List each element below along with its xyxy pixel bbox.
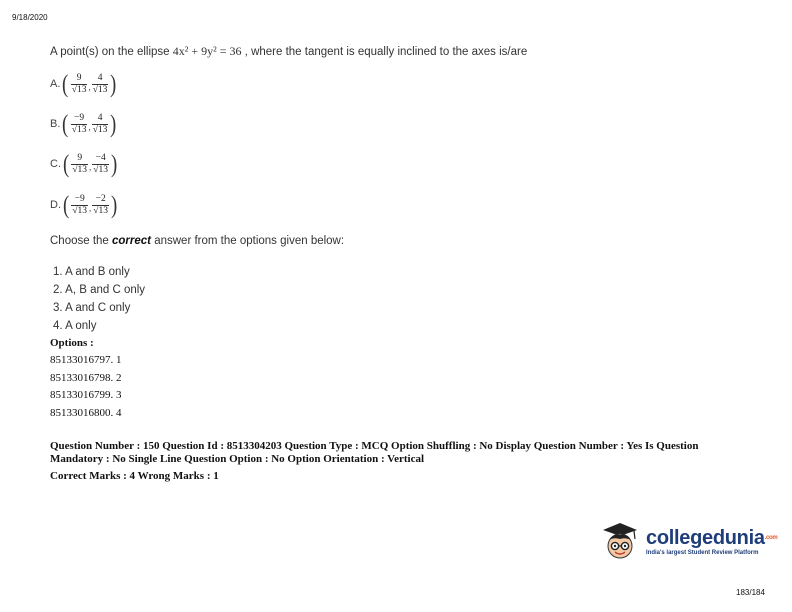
metadata-line: Question Number : 150 Question Id : 8513304203 Question Type : MCQ Option Shuffling : No Display Question Number : Yes Is Question Mandatory : No Single Line Question Option : No Option Orientation : Vertical	[50, 440, 699, 465]
right-paren: )	[110, 110, 117, 138]
answer-item: 1. A and B only	[53, 266, 130, 278]
denominator: √13	[92, 124, 108, 135]
right-paren: )	[111, 191, 118, 219]
instruction-after: answer from the options given below:	[151, 235, 345, 247]
question-suffix: , where the tangent is equally inclined to the axes is/are	[241, 46, 528, 58]
logo-brand	[646, 527, 777, 549]
option-letter: D.	[50, 199, 61, 211]
y-fraction	[92, 113, 109, 136]
numerator: −9	[74, 112, 85, 123]
y-fraction	[92, 194, 109, 217]
option-id-item: 85133016798. 2	[50, 371, 122, 384]
option-a	[50, 70, 118, 98]
answer-item: 4. A only	[53, 320, 97, 332]
options-heading: Options :	[50, 337, 94, 349]
question-equation: 4x² + 9y² = 36	[172, 44, 242, 58]
y-fraction	[92, 73, 109, 96]
numerator: −9	[74, 193, 85, 204]
option-c	[50, 150, 118, 178]
denominator: √13	[72, 205, 88, 216]
instruction-before: Choose the	[50, 235, 113, 247]
denominator: √13	[72, 164, 88, 175]
mascot-icon	[600, 520, 640, 564]
denominator: √13	[93, 164, 109, 175]
numerator: −2	[95, 193, 106, 204]
x-fraction	[71, 72, 91, 96]
logo-dotcom: .com	[764, 535, 778, 541]
logo-brand-name: collegedunia	[646, 527, 765, 549]
left-paren: (	[63, 191, 70, 219]
option-d	[50, 191, 118, 219]
left-paren: (	[63, 150, 70, 178]
option-letter: A.	[50, 78, 61, 90]
right-paren: )	[111, 150, 118, 178]
option-id-item: 85133016799. 3	[50, 389, 122, 401]
question-metadata	[50, 440, 750, 483]
numerator: 4	[97, 112, 103, 123]
question-text	[50, 44, 527, 59]
x-fraction	[71, 153, 88, 176]
comma: ,	[89, 203, 92, 213]
option-b	[50, 110, 118, 138]
numerator: 9	[77, 152, 83, 163]
print-date: 9/18/2020	[12, 13, 48, 22]
denominator: √13	[71, 84, 87, 95]
option-id-item: 85133016797. 1	[50, 354, 122, 366]
logo-tagline: India's largest Student Review Platform	[646, 550, 759, 556]
instruction-emphasis: correct	[112, 235, 152, 247]
left-paren: (	[62, 110, 69, 138]
question-prefix: A point(s) on the ellipse	[50, 46, 173, 58]
page-number: 183/184	[736, 588, 765, 597]
comma: ,	[88, 122, 91, 132]
denominator: √13	[71, 124, 87, 135]
left-paren: (	[62, 70, 69, 98]
x-fraction	[71, 194, 88, 217]
instruction-text	[50, 235, 344, 247]
option-letter: C.	[50, 158, 61, 170]
numerator: −4	[95, 152, 106, 163]
numerator: 4	[97, 72, 103, 83]
y-fraction	[92, 153, 109, 176]
answer-list	[53, 263, 145, 335]
denominator: √13	[93, 205, 109, 216]
answer-item: 3. A and C only	[53, 302, 131, 314]
comma: ,	[89, 162, 92, 172]
marks-line: Correct Marks : 4 Wrong Marks : 1	[50, 470, 219, 482]
x-fraction	[71, 112, 91, 136]
options-id-list	[50, 335, 122, 422]
collegedunia-logo	[600, 520, 777, 564]
comma: ,	[88, 82, 91, 92]
right-paren: )	[110, 70, 117, 98]
answer-item: 2. A, B and C only	[53, 284, 146, 296]
numerator: 9	[76, 72, 82, 83]
option-letter: B.	[50, 118, 61, 130]
denominator: √13	[92, 84, 108, 95]
option-id-item: 85133016800. 4	[50, 406, 122, 419]
